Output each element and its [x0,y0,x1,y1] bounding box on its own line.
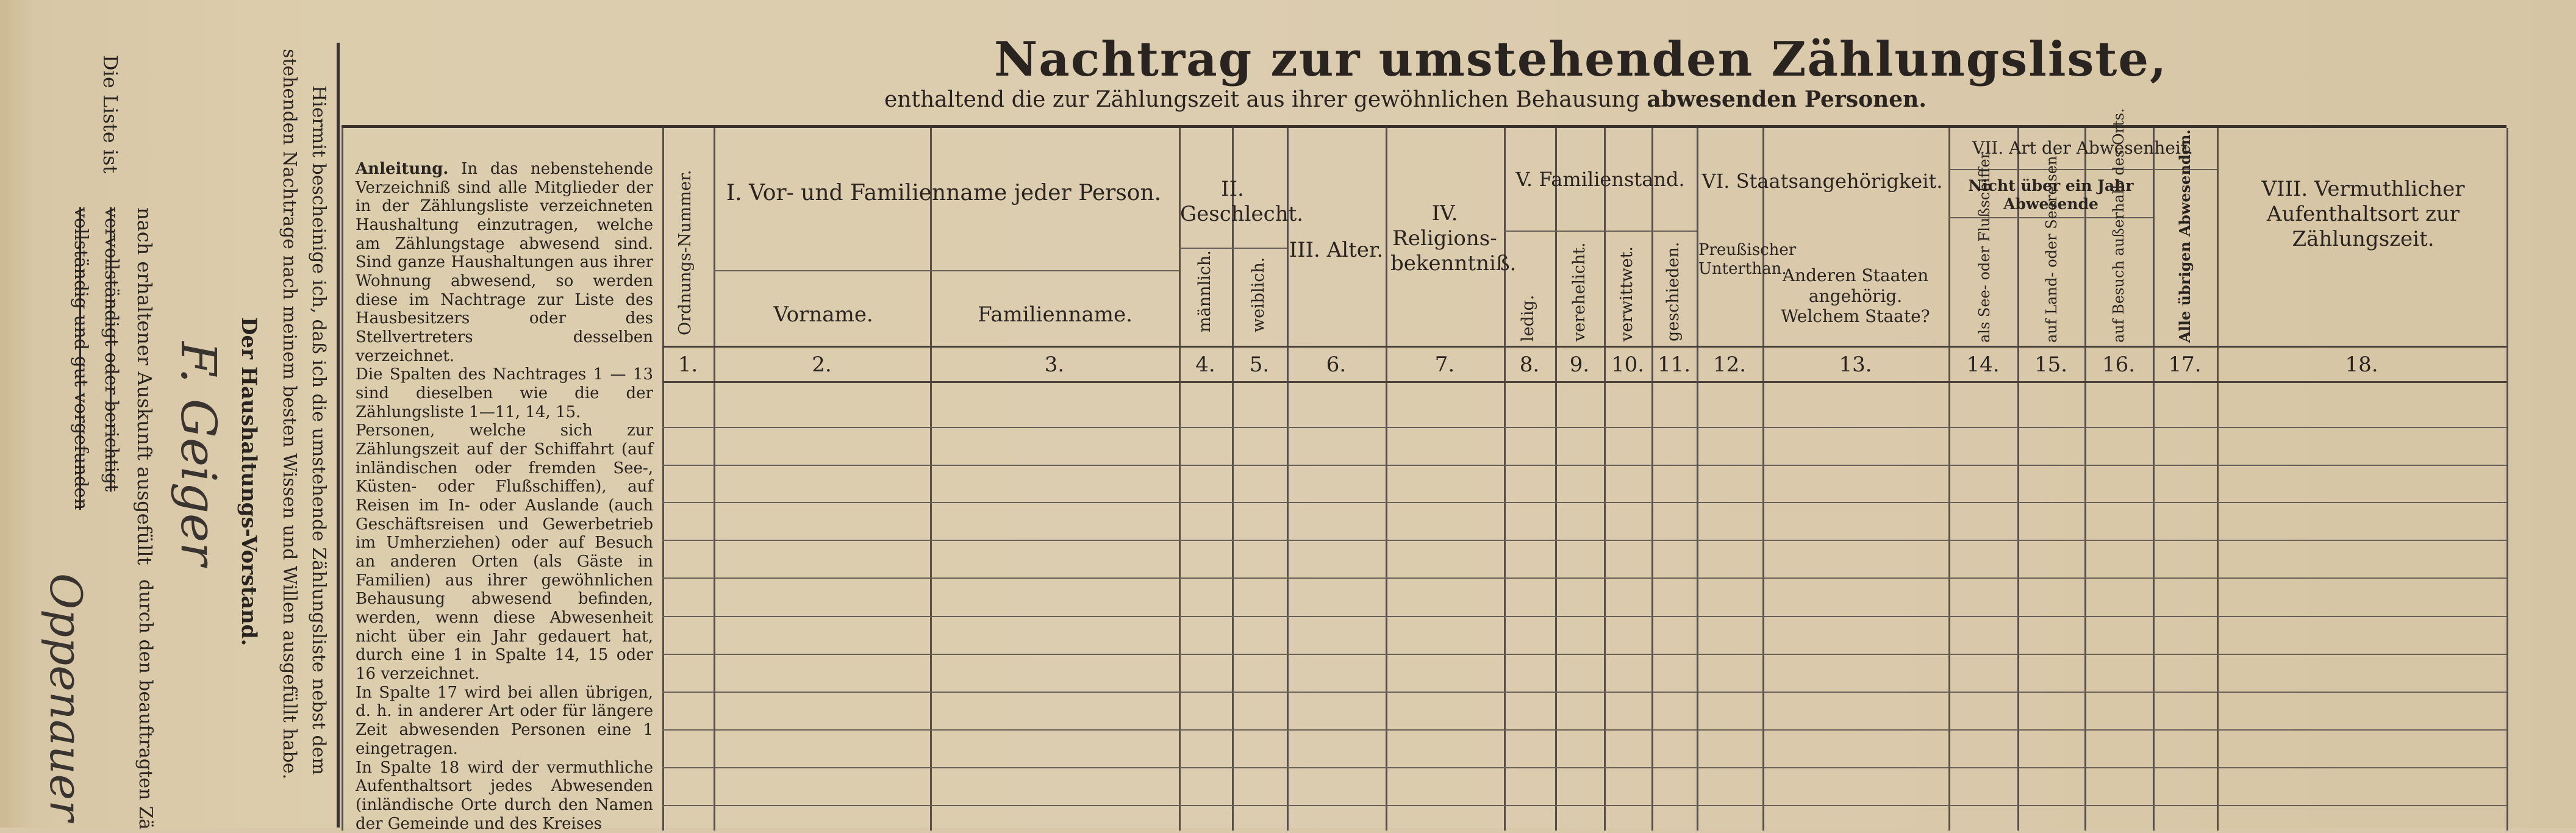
instructions-p3: Personen, welche sich zur Zählungszeit auf der Schiffahrt (auf inländischen oder fremden See-, Küsten- oder Flußschiffen), auf Reisen im In- oder Auslande (auch Geschäftsreisen und Gewerbetrieb im Umherziehen) oder auf Besuch an anderen Orten (als Gäste in Familien) aus ihrer gewöhnlichen Behausung abwesend befinden, werden, wenn diese Abwesenheit nicht über ein Jahr gedauert hat, durch eine 1 in Spalte 14, 15 oder 16 verzeichnet. [356,421,653,683]
instructions-p2: Die Spalten des Nachtrages 1 — 13 sind dieselben wie die der Zählungsliste 1—11, 14, 15. [356,365,653,421]
signature-counter: Oppenauer [40,573,91,821]
colnum: 6. [1287,352,1386,377]
header-aufenthalt: VIII. Vermuthlicher Aufenthaltsort zur Zählungszeit. [2232,177,2494,251]
colnum: 5. [1232,352,1287,377]
declaration-line-2: stehenden Nachtrage nach meinem besten Wissen und Willen ausgefüllt habe. [279,49,300,779]
colnum: 7. [1386,352,1504,377]
counter-label: durch den beauftragten Zä [135,579,156,830]
header-c16: auf Besuch außerhalb des Orts. [2110,108,2127,343]
fold-rule [337,43,340,828]
header-name-group: I. Vor- und Familienname jeder Person. [720,180,1168,206]
list-note: Die Liste ist [99,55,122,173]
colnum: 9. [1555,352,1604,377]
subtitle-bold: abwesenden Personen. [1647,87,1927,112]
header-alter: III. Alter. [1288,238,1384,263]
colnum: 3. [930,352,1179,377]
header-familienname: Familienname. [939,302,1171,327]
header-preussisch: Preußischer Unterthan. [1698,241,1761,279]
colnum: 13. [1762,352,1948,377]
declaration-line: Hiermit bescheinige ich, daß ich die umstehende Zählungsliste nebst dem [308,85,329,775]
struck-option-2: vollständig und gut vorgefunden [70,207,91,510]
colnum: 4. [1179,352,1232,377]
instructions-p5: In Spalte 18 wird der vermuthliche Aufenthaltsort jedes Abwesenden (inländische Orte durch den Namen der Gemeinde und des Kreises [356,759,653,833]
instructions-p1: In das nebenstehende Verzeichniß sind alle Mitglieder der in der Zählungsliste verzeichneten Haushaltung einzutragen, welche am Zählungstage abwesend sind. Sind ganze Haushaltungen aus ihrer Wohnung abwesend, so werden diese im Nachtrage zur Liste des Hausbesitzers oder des Stellvertreters desselben verzeichnet. [356,160,653,365]
colnum: 2. [714,352,930,377]
page-subtitle [884,87,1927,112]
colnum: 18. [2217,352,2506,377]
header-familienstand: V. Familienstand. [1505,168,1695,191]
subtitle-prefix: enthaltend die zur Zählungszeit aus ihrer gewöhnlichen Behausung [884,87,1640,112]
colnum: 10. [1604,352,1651,377]
page-title: Nachtrag zur umstehenden Zählungsliste, [994,32,2167,87]
struck-option-1: vervollständigt oder berichtigt [101,207,122,492]
colnum: 12. [1697,352,1762,377]
header-verwittwet: verwittwet. [1617,246,1636,341]
header-staat: VI. Staatsangehörigkeit. [1700,170,1944,193]
header-c15: auf Land- oder Seereisen. [2043,151,2060,343]
household-head-label: Der Haushaltungs-Vorstand. [237,317,261,646]
colnum: 17. [2153,352,2217,377]
instructions [356,160,653,833]
census-table [342,125,2506,831]
colnum: 15. [2017,352,2084,377]
instructions-p4: In Spalte 17 wird bei allen übrigen, d. h. in anderer Art oder für längere Zeit abwesenden Personen eine 1 eingetragen. [356,684,653,759]
after-info-text: nach erhaltener Auskunft ausgefüllt [133,207,156,565]
header-maennlich: männlich. [1195,250,1214,332]
header-art: VII. Art der Abwesenheit. [1950,138,2215,159]
colnum: 1. [662,352,714,377]
header-weiblich: weiblich. [1249,257,1268,332]
signature-household: F. Geiger [170,341,227,566]
colnum: 8. [1504,352,1555,377]
header-geschlecht: II. Geschlecht. [1180,177,1285,227]
colnum: 16. [2084,352,2153,377]
header-vorname: Vorname. [732,302,915,327]
header-religion: IV. Religions-bekenntniß. [1390,201,1499,276]
header-ordnung: Ordnungs-Nummer. [676,170,695,335]
header-c14: als See- oder Flußschiffer. [1976,149,1993,343]
header-verehelicht: verehelicht. [1570,242,1589,341]
header-ledig: ledig. [1519,295,1537,341]
colnum: 14. [1948,352,2017,377]
header-geschieden: geschieden. [1664,242,1683,341]
header-nicht-ueber: Nicht über ein Jahr Abwesende [1952,177,2150,213]
header-andere: Anderen Staaten angehörig. Welchem Staate? [1769,265,1942,327]
header-c17: Alle übrigen Abwesenden. [2176,129,2194,343]
colnum: 11. [1651,352,1697,377]
instructions-heading: Anleitung. [356,160,448,178]
